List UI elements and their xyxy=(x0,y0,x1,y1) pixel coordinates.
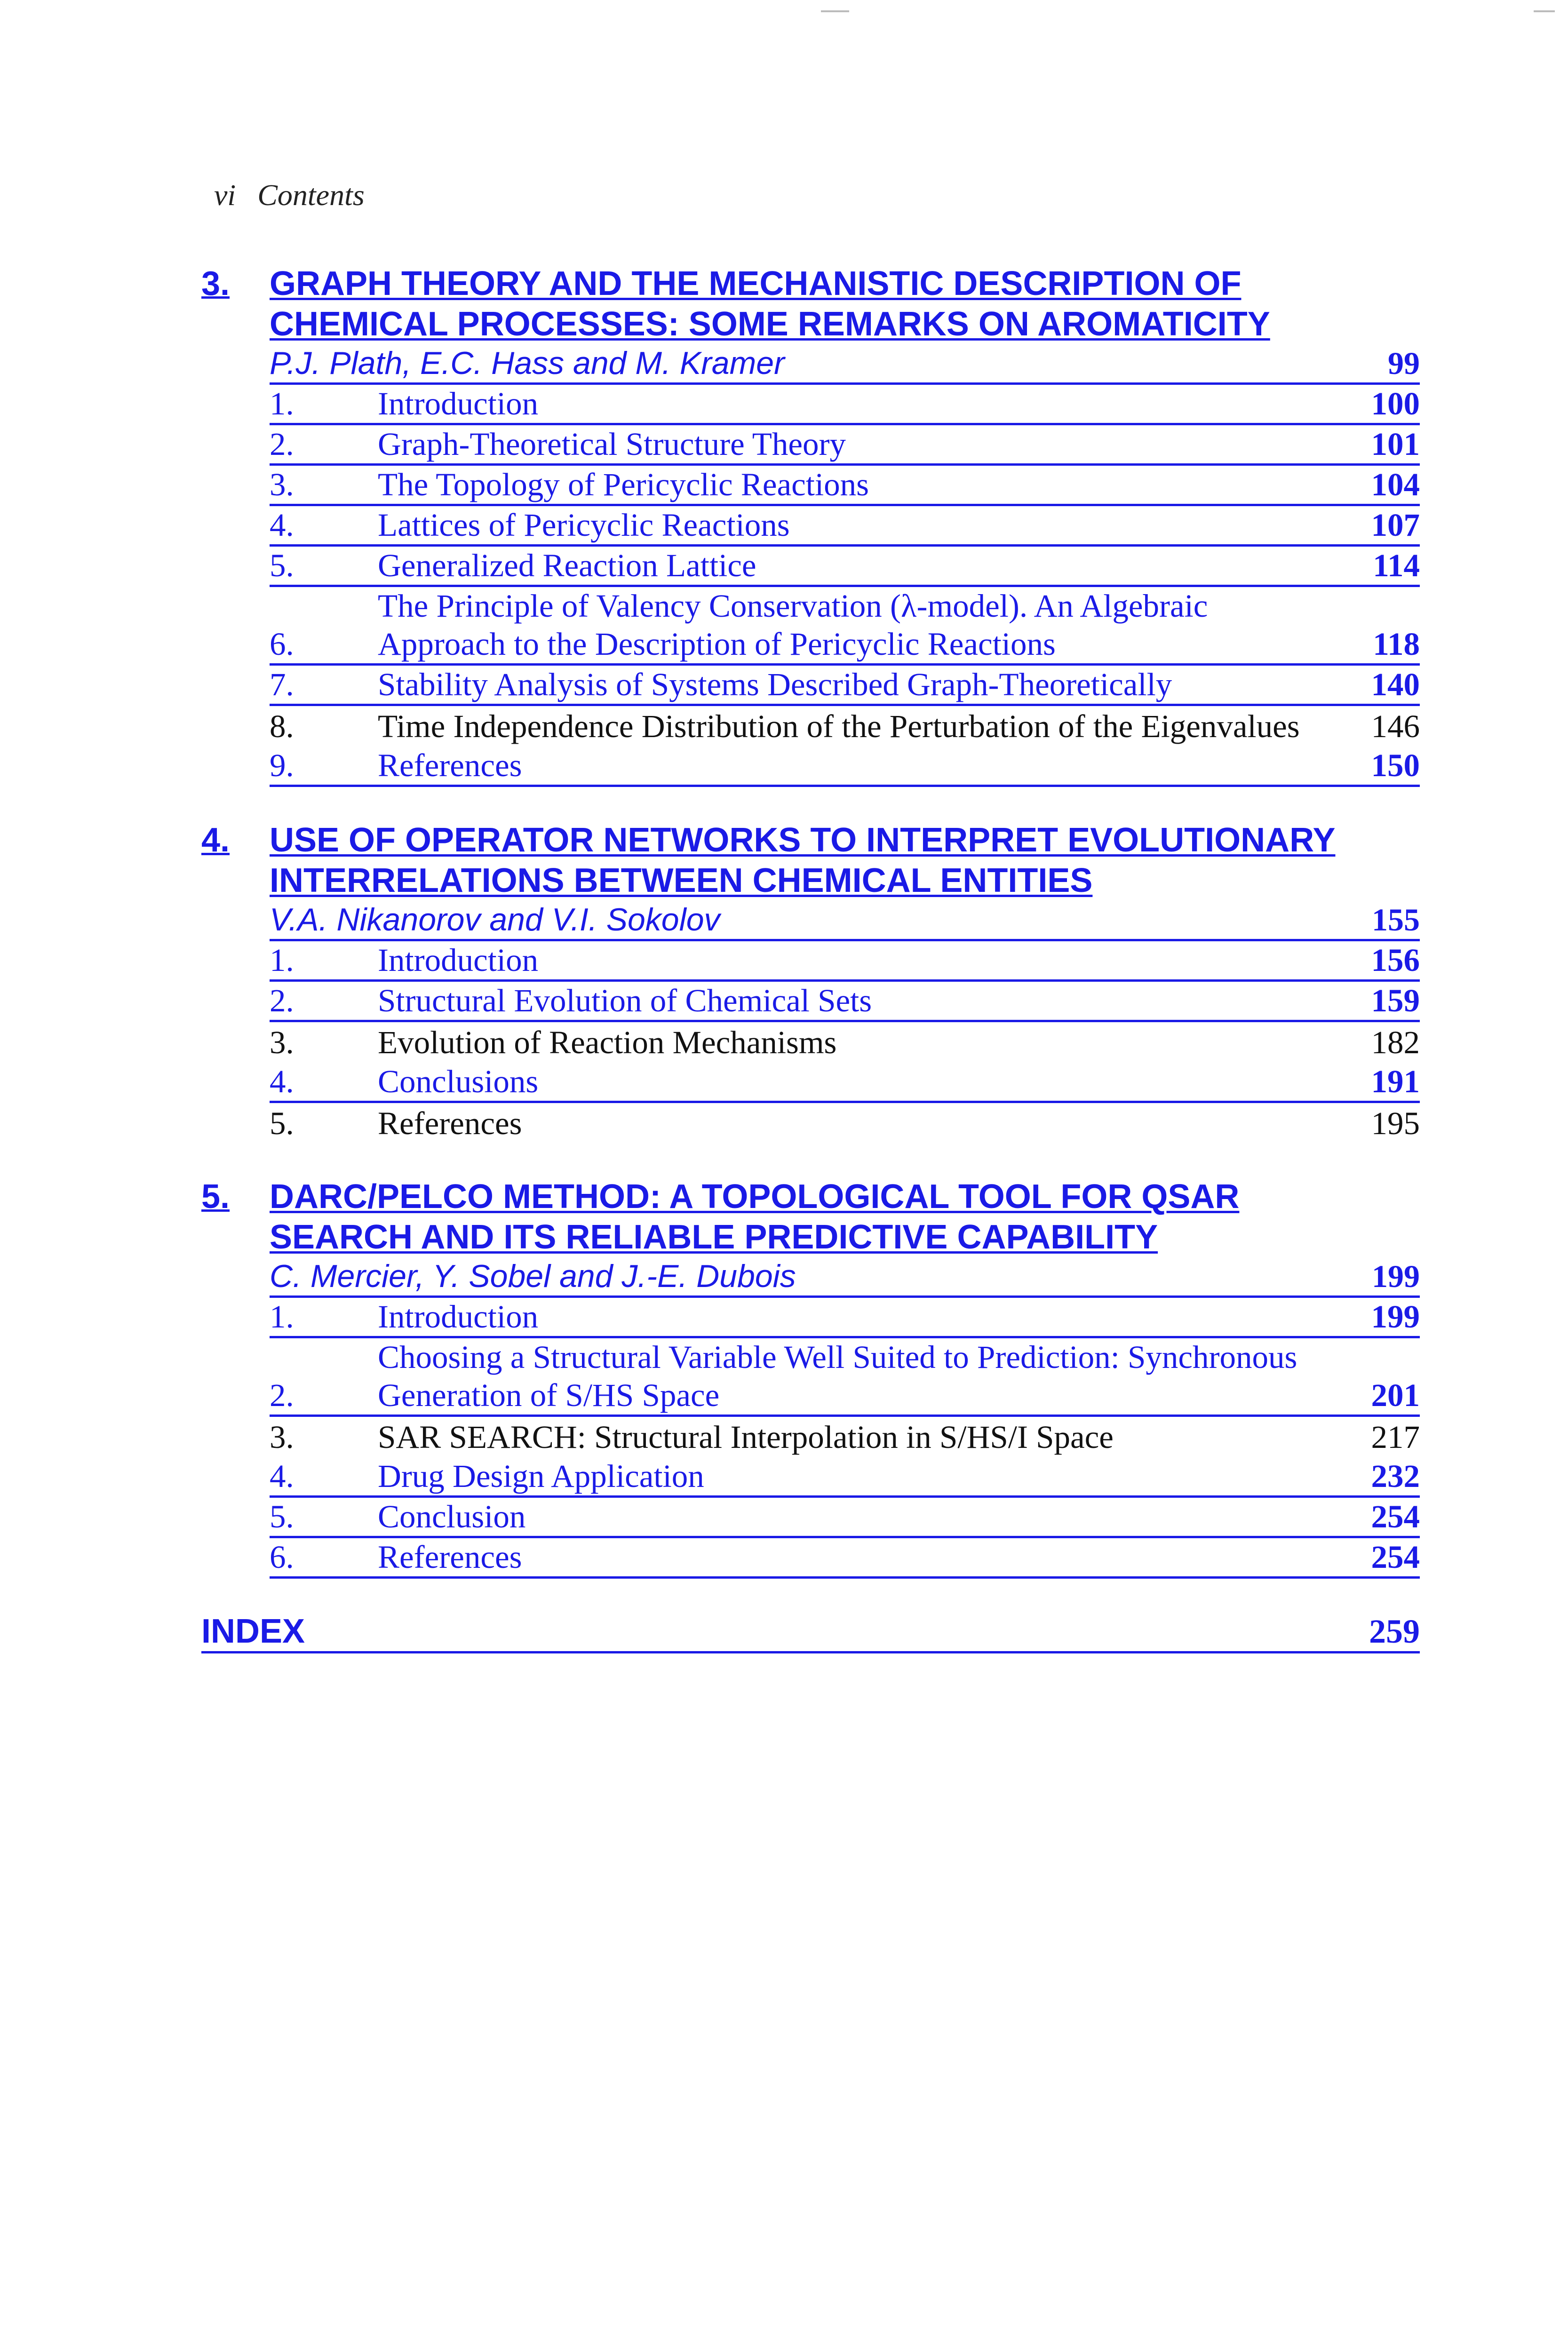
section-title: Introduction xyxy=(378,386,539,421)
page-number: 232 xyxy=(1371,1458,1420,1494)
chapter-authors: V.A. Nikanorov and V.I. Sokolov xyxy=(270,902,720,938)
toc-entry[interactable] xyxy=(270,1538,1420,1579)
chapter-5 xyxy=(201,1176,1420,1579)
toc-entry[interactable] xyxy=(270,982,1420,1022)
page-number: 99 xyxy=(1388,345,1420,381)
page-number: 118 xyxy=(1373,626,1420,662)
toc-entry[interactable] xyxy=(270,587,1420,666)
section-title: Introduction xyxy=(378,1299,539,1335)
section-number: 3. xyxy=(270,1025,294,1060)
toc-entry[interactable] xyxy=(270,547,1420,587)
section-number: 9. xyxy=(270,747,294,783)
running-head xyxy=(214,178,365,213)
section-title: Introduction xyxy=(378,942,539,978)
chapter-authors-link[interactable] xyxy=(270,1257,1420,1298)
section-number: 4. xyxy=(270,1064,294,1099)
section-number: 2. xyxy=(270,983,294,1018)
section-number: 4. xyxy=(270,1458,294,1494)
chapter-authors-link[interactable] xyxy=(270,901,1420,941)
section-number: 5. xyxy=(270,548,294,583)
section-title: Generalized Reaction Lattice xyxy=(378,548,756,583)
page-number: 104 xyxy=(1371,467,1420,502)
section-title: References xyxy=(378,1105,522,1141)
page-number: 191 xyxy=(1371,1064,1420,1099)
section-title: Choosing a Structural Variable Well Suited to Prediction: Synchronous Generation of S/HS Space xyxy=(378,1339,1297,1413)
page-number: 195 xyxy=(1371,1105,1420,1141)
chapter-title: DARC/PELCO METHOD: A TOPOLOGICAL TOOL FOR QSAR SEARCH AND ITS RELIABLE PREDICTIVE CAPABILITY xyxy=(270,1178,1240,1256)
section-number: 1. xyxy=(270,1299,294,1335)
chapter-title-link[interactable] xyxy=(201,820,1420,901)
toc-entry xyxy=(270,1022,1420,1063)
section-number: 3. xyxy=(270,467,294,502)
section-title: The Principle of Valency Conservation (λ-model). An Algebraic Approach to the Description of Pericyclic Reactions xyxy=(378,588,1208,662)
toc-entry xyxy=(270,1103,1420,1144)
running-head-title: Contents xyxy=(257,178,365,212)
chapter-authors: C. Mercier, Y. Sobel and J.-E. Dubois xyxy=(270,1258,796,1294)
section-title: Drug Design Application xyxy=(378,1458,704,1494)
toc-entry[interactable] xyxy=(270,466,1420,506)
chapter-title: USE OF OPERATOR NETWORKS TO INTERPRET EVOLUTIONARY INTERRELATIONS BETWEEN CHEMICAL ENTITIES xyxy=(270,821,1336,899)
toc-entry[interactable] xyxy=(270,666,1420,706)
toc-entry xyxy=(270,706,1420,747)
page-number: 156 xyxy=(1371,942,1420,978)
page-number: 146 xyxy=(1371,708,1420,744)
section-number: 1. xyxy=(270,942,294,978)
section-number: 5. xyxy=(270,1499,294,1534)
chapter-number: 3. xyxy=(201,265,230,302)
section-number: 8. xyxy=(270,708,294,744)
scan-artifact xyxy=(821,10,849,12)
section-title: Conclusion xyxy=(378,1499,526,1534)
section-title: References xyxy=(378,1539,522,1575)
page-number: 155 xyxy=(1372,902,1420,938)
section-number: 5. xyxy=(270,1105,294,1141)
section-number: 2. xyxy=(270,426,294,462)
chapter-authors: P.J. Plath, E.C. Hass and M. Kramer xyxy=(270,345,785,381)
page-number: 201 xyxy=(1371,1377,1420,1413)
page-folio: vi xyxy=(214,178,236,212)
toc-entry[interactable] xyxy=(270,385,1420,425)
section-title: Structural Evolution of Chemical Sets xyxy=(378,983,872,1018)
section-number: 2. xyxy=(270,1377,294,1413)
section-number: 7. xyxy=(270,667,294,702)
page-number: 101 xyxy=(1371,426,1420,462)
section-title: References xyxy=(378,747,522,783)
page-number: 107 xyxy=(1371,507,1420,543)
toc-entry[interactable] xyxy=(270,425,1420,466)
section-number: 4. xyxy=(270,507,294,543)
page-number: 100 xyxy=(1371,386,1420,421)
section-title: Evolution of Reaction Mechanisms xyxy=(378,1025,837,1060)
toc-entry[interactable] xyxy=(270,1498,1420,1538)
page-number: 199 xyxy=(1371,1299,1420,1335)
section-title: The Topology of Pericyclic Reactions xyxy=(378,467,869,502)
section-number: 6. xyxy=(270,626,294,662)
page-number: 199 xyxy=(1372,1258,1420,1294)
toc-entry[interactable] xyxy=(270,506,1420,547)
chapter-title-link[interactable] xyxy=(201,263,1420,344)
scan-artifact xyxy=(1534,10,1555,12)
chapter-authors-link[interactable] xyxy=(270,344,1420,385)
section-title: Lattices of Pericyclic Reactions xyxy=(378,507,790,543)
toc-entry[interactable] xyxy=(270,1063,1420,1103)
section-title: SAR SEARCH: Structural Interpolation in S/HS/I Space xyxy=(378,1419,1114,1455)
page-number: 140 xyxy=(1371,667,1420,702)
chapter-4 xyxy=(201,820,1420,1144)
page-number: 254 xyxy=(1371,1499,1420,1534)
section-title: Conclusions xyxy=(378,1064,539,1099)
section-title: Graph-Theoretical Structure Theory xyxy=(378,426,846,462)
page-number: 182 xyxy=(1371,1025,1420,1060)
page-number: 159 xyxy=(1371,983,1420,1018)
toc-entry[interactable] xyxy=(270,747,1420,787)
table-of-contents xyxy=(201,263,1420,1653)
page-number: 259 xyxy=(1369,1613,1420,1650)
chapter-number: 4. xyxy=(201,821,230,859)
toc-entry[interactable] xyxy=(270,1338,1420,1417)
section-number: 6. xyxy=(270,1539,294,1575)
toc-entry[interactable] xyxy=(270,1298,1420,1338)
chapter-title: GRAPH THEORY AND THE MECHANISTIC DESCRIPTION OF CHEMICAL PROCESSES: SOME REMARKS ON AROMATICITY xyxy=(270,265,1270,343)
section-number: 1. xyxy=(270,386,294,421)
chapter-3 xyxy=(201,263,1420,787)
section-title: Stability Analysis of Systems Described Graph-Theoretically xyxy=(378,667,1172,702)
page-number: 254 xyxy=(1371,1539,1420,1575)
index-label: INDEX xyxy=(201,1613,305,1650)
index-link[interactable] xyxy=(201,1612,1420,1653)
toc-entry xyxy=(270,1417,1420,1457)
chapter-title-link[interactable] xyxy=(201,1176,1420,1257)
chapter-number: 5. xyxy=(201,1178,230,1216)
page-number: 114 xyxy=(1373,548,1420,583)
section-title: Time Independence Distribution of the Perturbation of the Eigenvalues xyxy=(378,708,1300,744)
section-number: 3. xyxy=(270,1419,294,1455)
toc-entry[interactable] xyxy=(270,1457,1420,1498)
page-number: 150 xyxy=(1371,747,1420,783)
page-number: 217 xyxy=(1371,1419,1420,1455)
toc-entry[interactable] xyxy=(270,941,1420,982)
